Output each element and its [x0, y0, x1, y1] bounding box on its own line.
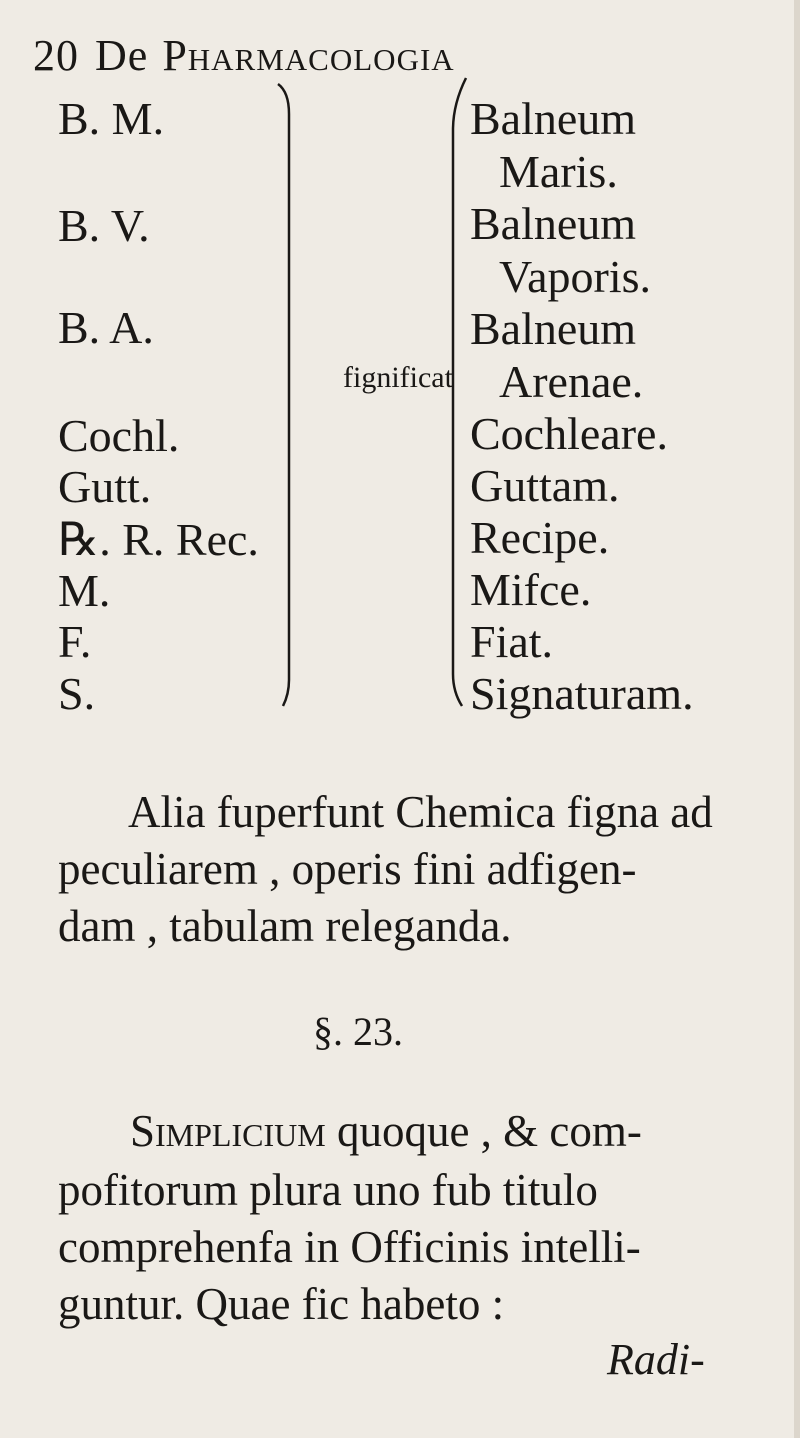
- abbreviation-s: S.: [58, 668, 96, 719]
- right-brace: [434, 74, 474, 714]
- abbreviation-cochl: Cochl.: [58, 410, 180, 461]
- paragraph-line: guntur. Quae fic habeto :: [58, 1279, 505, 1329]
- paragraph-line: pofitorum plura uno fub titulo: [58, 1165, 598, 1215]
- left-brace: [272, 80, 302, 710]
- abbreviation-m: M.: [58, 565, 111, 616]
- abbreviation-f: F.: [58, 616, 92, 667]
- paragraph-line: [130, 1106, 642, 1156]
- meaning-line: Maris.: [499, 146, 618, 197]
- page-number: 20: [33, 31, 79, 80]
- meaning-line: Arenae.: [499, 356, 644, 407]
- section-number: §. 23.: [313, 1009, 403, 1054]
- paragraph-line: Alia fuperfunt Chemica figna ad: [128, 787, 713, 837]
- meaning-line: Balneum: [470, 93, 637, 144]
- paragraph-line: peculiarem , operis fini adfigen-: [58, 844, 637, 894]
- meaning-line: Signaturam.: [470, 668, 694, 719]
- meaning-line: Recipe.: [470, 512, 610, 563]
- header-de: De: [95, 31, 149, 80]
- abbreviation-recipe: ℞. R. Rec.: [58, 514, 259, 565]
- paragraph-line: dam , tabulam releganda.: [58, 901, 512, 951]
- meaning-line: Balneum: [470, 198, 637, 249]
- running-header: [33, 31, 455, 80]
- header-title: Pharmacologia: [162, 31, 455, 80]
- abbreviation-ba: B. A.: [58, 302, 154, 353]
- verb-significat: fignificat: [343, 361, 453, 394]
- section-first-word: Simplicium: [130, 1106, 326, 1156]
- meaning-line: Mifce.: [470, 564, 592, 615]
- meaning-line: Cochleare.: [470, 408, 668, 459]
- page-edge: [794, 0, 800, 1438]
- abbreviation-bv: B. V.: [58, 200, 150, 251]
- abbreviation-gutt: Gutt.: [58, 461, 152, 512]
- meaning-line: Vaporis.: [499, 251, 652, 302]
- meaning-line: Guttam.: [470, 460, 620, 511]
- paragraph-line: comprehenfa in Officinis intelli-: [58, 1222, 641, 1272]
- catchword: Radi-: [607, 1335, 705, 1384]
- abbreviation-bm: B. M.: [58, 93, 165, 144]
- paragraph-text: quoque , & com-: [325, 1106, 642, 1156]
- meaning-line: Balneum: [470, 303, 637, 354]
- meaning-line: Fiat.: [470, 616, 554, 667]
